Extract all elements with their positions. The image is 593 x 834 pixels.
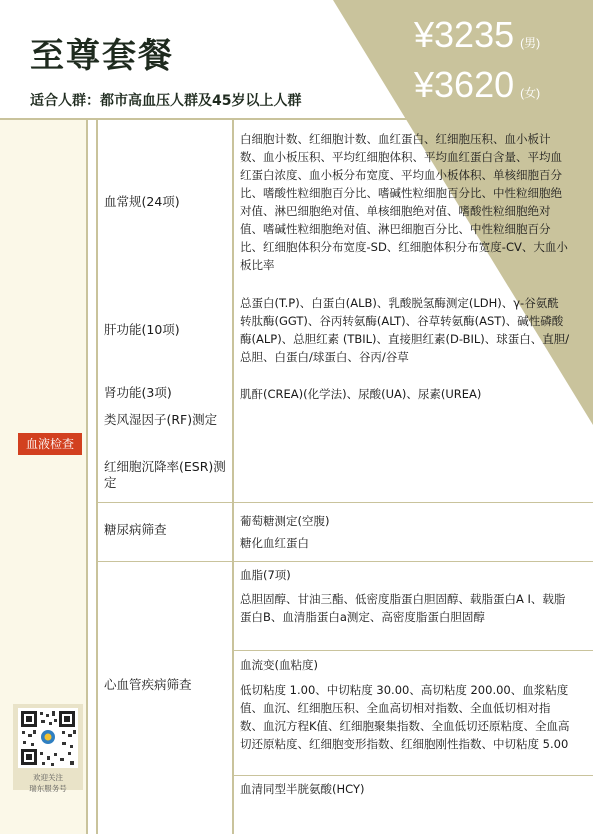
section-rf: 类风湿因子(RF)测定 xyxy=(104,412,218,427)
section-liver: 肝功能(10项) xyxy=(104,322,180,337)
section-esr: 红细胞沉降率(ESR)测定 xyxy=(104,459,226,490)
category-tab-blood: 血液检查 xyxy=(18,433,82,455)
row-divider-rheology xyxy=(233,650,593,651)
rheology-items: 低切粘度 1.00、中切粘度 30.00、高切粘度 200.00、血浆粘度值、血沉、红细胞压积、全血高切相对指数、全血低切相对指数、血沉方程K值、红细胞聚集指数、全血低切还原粘度、全血高切还原粘度、红细胞变形指数、红细胞刚性指数、中切粘度 5.00 xyxy=(240,683,570,751)
price-female xyxy=(414,64,540,106)
table-top-border xyxy=(0,118,593,120)
price-male xyxy=(414,14,540,56)
items-diabetes-1: 葡萄糖测定(空腹) xyxy=(240,514,330,528)
hcy-heading: 血清同型半胱氨酸(HCY) xyxy=(240,782,365,796)
section-kidney: 肾功能(3项) xyxy=(104,385,172,400)
row-divider-diabetes xyxy=(96,502,593,503)
price-female-amount: ¥3620 xyxy=(414,64,515,105)
qr-code-icon xyxy=(18,708,78,768)
rheology-heading: 血流变(血粘度) xyxy=(240,658,318,672)
lipid-items: 总胆固醇、甘油三酯、低密度脂蛋白胆固醇、载脂蛋白A I、载脂蛋白B、血清脂蛋白a测定、高密度脂蛋白胆固醇 xyxy=(240,592,566,624)
lipid-heading: 血脂(7项) xyxy=(240,568,291,582)
price-male-gender: (男) xyxy=(520,36,541,50)
qr-caption-line2: 瑞东服务号 xyxy=(29,784,67,793)
row-divider-cardio xyxy=(96,561,593,562)
target-audience: 适合人群：都市高血压人群及45岁以上人群 xyxy=(30,93,302,109)
items-liver: 总蛋白(T.P)、白蛋白(ALB)、乳酸脱氢酶测定(LDH)、γ-谷氨酰转肽酶(GGT)、谷丙转氨酶(ALT)、谷草转氨酶(AST)、碱性磷酸酶(ALP)、总胆红素 (TBIL)、直接胆红素(D-BIL)、球蛋白、直胆/总胆、白蛋白/球蛋白、谷丙/谷草 xyxy=(240,296,570,364)
row-divider-hcy xyxy=(233,775,593,776)
section-blood-routine: 血常规(24项) xyxy=(104,194,180,209)
column-divider-2 xyxy=(96,120,98,834)
items-kidney: 肌酐(CREA)(化学法)、尿酸(UA)、尿素(UREA) xyxy=(240,387,482,401)
section-diabetes: 糖尿病筛查 xyxy=(104,522,167,537)
section-cardio: 心血管疾病筛查 xyxy=(104,677,192,692)
column-divider-3 xyxy=(232,120,234,834)
page-title: 至尊套餐 xyxy=(30,36,174,76)
column-divider-1 xyxy=(86,120,88,834)
qr-caption-line1: 欢迎关注 xyxy=(33,773,63,782)
items-diabetes-2: 糖化血红蛋白 xyxy=(240,536,309,550)
price-male-amount: ¥3235 xyxy=(414,14,515,55)
items-blood-routine: 白细胞计数、红细胞计数、血红蛋白、红细胞压积、血小板计数、血小板压积、平均红细胞体积、平均血红蛋白含量、平均血红蛋白浓度、血小板分布宽度、平均血小板体积、单核细胞百分比、嗜酸性粒细胞百分比、嗜碱性粒细胞百分比、中性粒细胞绝对值、淋巴细胞绝对值、单核细胞绝对值、嗜酸性粒细胞绝对值、嗜碱性粒细胞绝对值、淋巴细胞百分比、中性粒细胞百分比、红细胞体积分布宽度-SD、红细胞体积分布宽度-CV、大血小板比率 xyxy=(240,132,568,272)
price-female-gender: (女) xyxy=(520,86,541,100)
